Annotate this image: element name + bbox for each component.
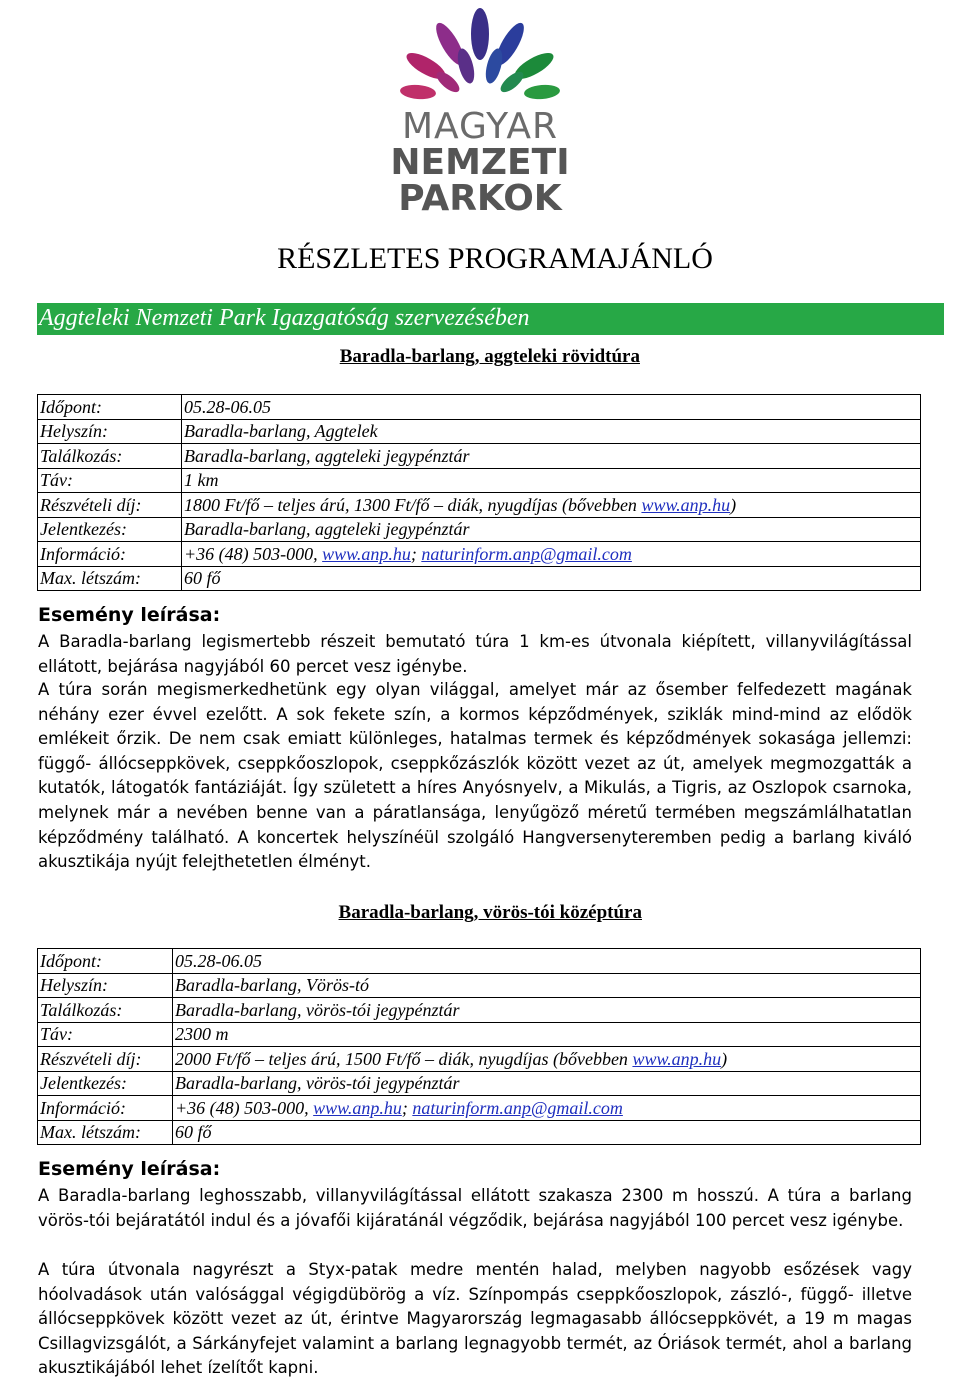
table-row bbox=[38, 949, 921, 974]
row-label: Táv: bbox=[38, 1022, 173, 1047]
table-row bbox=[38, 468, 921, 493]
row-value bbox=[173, 1047, 921, 1072]
table-row bbox=[38, 973, 921, 998]
row-value bbox=[182, 493, 921, 518]
program-1-description-1: A Baradla-barlang legismertebb részeit bemutató túra 1 km-es útvonala kiépített, villanyvilágítással ellátott, bejárása nagyjából 60 percet vesz igénybe. bbox=[38, 632, 912, 676]
phone-text: +36 (48) 503-000, bbox=[184, 543, 323, 564]
row-value bbox=[173, 1096, 921, 1121]
website-link[interactable]: www.anp.hu bbox=[632, 1048, 722, 1069]
table-row bbox=[38, 998, 921, 1023]
organizer-banner bbox=[37, 303, 944, 335]
logo-line-2: NEMZETI bbox=[390, 142, 570, 183]
row-value: Baradla-barlang, Vörös-tó bbox=[173, 973, 921, 998]
program-2-description-2: A túra útvonala nagyrészt a Styx-patak medre mentén halad, melyben nagyobb esőzések vagy hóolvadások után valósággal végigdübörög a víz. Színpompás cseppkőoszlopok, zászló-, függő- illetve állócseppkövek között vezet az út, érintve Magyarország legmagasabb állócseppkövét, a 19 m magas Csillagvizsgálót, a Sárkányfejet valamint a barlang legnagyobb termét, az Óriások termét, ahol a barlang akusztikájából lehet ízelítőt kapni. bbox=[38, 1260, 912, 1378]
row-value bbox=[182, 542, 921, 567]
row-label: Részvételi díj: bbox=[38, 1047, 173, 1072]
table-row bbox=[38, 1120, 921, 1145]
row-label: Részvételi díj: bbox=[38, 493, 182, 518]
leaf-emblem-icon bbox=[0, 0, 960, 110]
table-row bbox=[38, 517, 921, 542]
email-link[interactable]: naturinform.anp@gmail.com bbox=[412, 1097, 623, 1118]
fee-text: 2000 Ft/fő – teljes árú, 1500 Ft/fő – diák, nyugdíjas (bővebben bbox=[175, 1048, 633, 1069]
logo-line-1: MAGYAR bbox=[402, 106, 558, 147]
row-label: Helyszín: bbox=[38, 973, 173, 998]
table-row bbox=[38, 395, 921, 420]
separator: ; bbox=[401, 1097, 413, 1118]
table-row bbox=[38, 566, 921, 591]
row-label: Találkozás: bbox=[38, 444, 182, 469]
row-value: Baradla-barlang, vörös-tói jegypénztár bbox=[173, 1071, 921, 1096]
row-label: Helyszín: bbox=[38, 419, 182, 444]
table-row bbox=[38, 1071, 921, 1096]
table-row bbox=[38, 444, 921, 469]
table-row bbox=[38, 1022, 921, 1047]
website-link[interactable]: www.anp.hu bbox=[322, 543, 411, 564]
row-value: Baradla-barlang, vörös-tói jegypénztár bbox=[173, 998, 921, 1023]
row-value: Baradla-barlang, Aggtelek bbox=[182, 419, 921, 444]
row-label: Max. létszám: bbox=[38, 1120, 173, 1145]
row-label: Jelentkezés: bbox=[38, 517, 182, 542]
row-value: Baradla-barlang, aggteleki jegypénztár bbox=[182, 517, 921, 542]
row-value: Baradla-barlang, aggteleki jegypénztár bbox=[182, 444, 921, 469]
program-2-description-1: A Baradla-barlang leghosszabb, villanyvilágítással ellátott szakasza 2300 m hosszú. A túra a barlang vörös-tói bejáratától indul és a jóvafői kijáratánál végződik, bejárása nagyjából 100 percet vesz igénybe. bbox=[38, 1186, 912, 1230]
table-row bbox=[38, 419, 921, 444]
table-row bbox=[38, 1047, 921, 1072]
table-row bbox=[38, 1096, 921, 1121]
row-value: 05.28-06.05 bbox=[173, 949, 921, 974]
fee-text: 1800 Ft/fő – teljes árú, 1300 Ft/fő – diák, nyugdíjas (bővebben bbox=[184, 494, 642, 515]
row-label: Információ: bbox=[38, 1096, 173, 1121]
row-value: 60 fő bbox=[182, 566, 921, 591]
organizer-text: Aggteleki Nemzeti Park Igazgatóság szervezésében bbox=[39, 305, 530, 331]
row-value: 05.28-06.05 bbox=[182, 395, 921, 420]
separator: ; bbox=[410, 543, 422, 564]
table-row bbox=[38, 493, 921, 518]
page-title: RÉSZLETES PROGRAMAJÁNLÓ bbox=[277, 242, 713, 275]
email-link[interactable]: naturinform.anp@gmail.com bbox=[421, 543, 632, 564]
row-value: 1 km bbox=[182, 468, 921, 493]
row-label: Max. létszám: bbox=[38, 566, 182, 591]
website-link[interactable]: www.anp.hu bbox=[313, 1097, 402, 1118]
row-label: Időpont: bbox=[38, 395, 182, 420]
website-link[interactable]: www.anp.hu bbox=[641, 494, 731, 515]
row-value: 2300 m bbox=[173, 1022, 921, 1047]
program-1-event-title: Esemény leírása: bbox=[38, 604, 221, 626]
phone-text: +36 (48) 503-000, bbox=[175, 1097, 314, 1118]
fee-close: ) bbox=[730, 494, 737, 515]
program-2-heading: Baradla-barlang, vörös-tói középtúra bbox=[338, 902, 642, 923]
logo bbox=[0, 0, 960, 225]
row-label: Jelentkezés: bbox=[38, 1071, 173, 1096]
row-label: Táv: bbox=[38, 468, 182, 493]
table-row bbox=[38, 542, 921, 567]
program-2-event-title: Esemény leírása: bbox=[38, 1158, 221, 1180]
program-1-info-table bbox=[37, 394, 921, 591]
program-1-description-2: A túra során megismerkedhetünk egy olyan világgal, amelyet már az ősember felfedezett magának néhány ezer évvel ezelőtt. A sok fekete szín, a kormos képződmények, sziklák mind-mind az elődök emlékeit őrzik. De nem csak emiatt különleges, hatalmas termek és képződmények sokasága jellemzi: függő- állócseppkövek, cseppkőoszlopok, cseppkőzászlók között vezet az út, amelyek megmozgatták a kutatók, látogatók fantáziáját. Így született a híres Anyósnyelv, a Mikulás, a Tigris, az Oszlopok csarnoka, melynek már a nevében benne van a páratlansága, lenyűgöző méretű termében megszámlálhatatlan képződmény található. A koncertek helyszínéül szolgáló Hangversenyteremben pedig a barlang kiváló akusztikája nyújt felejthetetlen élményt. bbox=[38, 680, 912, 872]
row-value: 60 fő bbox=[173, 1120, 921, 1145]
row-label: Időpont: bbox=[38, 949, 173, 974]
fee-close: ) bbox=[721, 1048, 728, 1069]
row-label: Információ: bbox=[38, 542, 182, 567]
program-1-heading: Baradla-barlang, aggteleki rövidtúra bbox=[339, 346, 640, 367]
logo-line-3: PARKOK bbox=[398, 178, 562, 219]
program-2-info-table bbox=[37, 948, 921, 1145]
row-label: Találkozás: bbox=[38, 998, 173, 1023]
